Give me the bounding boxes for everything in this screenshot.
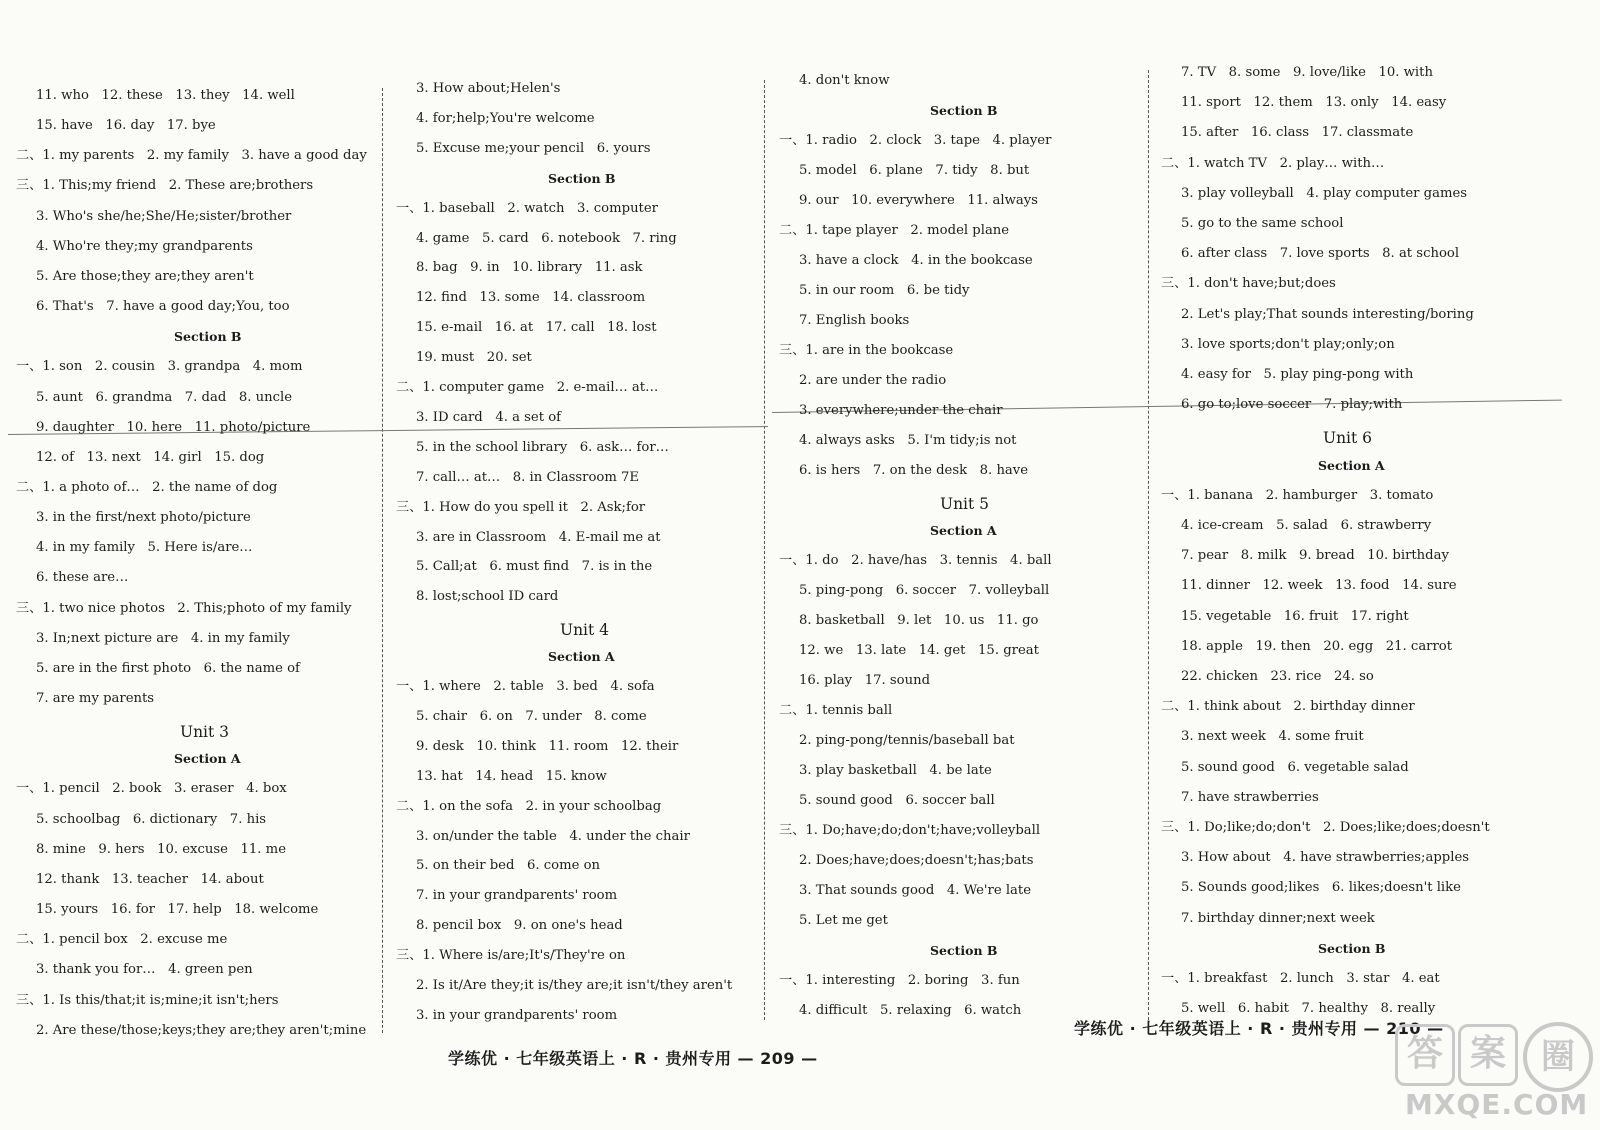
answer-line: 18. apple 19. then 20. egg 21. carrot [1181, 638, 1453, 654]
answer-group-line: 三、1. two nice photos 2. This;photo of my family [16, 600, 352, 616]
answer-line: 7. pear 8. milk 9. bread 10. birthday [1181, 548, 1449, 564]
answer-line: 3. play volleyball 4. play computer games [1181, 185, 1468, 201]
answer-line: 5. in the school library 6. ask… for… [416, 439, 669, 455]
section-heading: Section B [174, 329, 242, 345]
watermark-char-2: 案 [1458, 1024, 1518, 1086]
column-divider-right [1148, 70, 1149, 1020]
answer-line: 3. That sounds good 4. We're late [799, 883, 1032, 898]
answer-line: 8. mine 9. hers 10. excuse 11. me [36, 841, 286, 857]
answer-group-line: 二、1. computer game 2. e-mail… at… [396, 380, 659, 395]
answer-line: 7. English books [799, 313, 910, 328]
answer-line: 5. ping-pong 6. soccer 7. volleyball [799, 583, 1050, 598]
answer-line: 5. in our room 6. be tidy [799, 283, 970, 298]
answer-line: 3. Who's she/he;She/He;sister/brother [36, 208, 292, 224]
answer-line: 5. on their bed 6. come on [416, 858, 601, 874]
unit-title: Unit 4 [560, 621, 610, 640]
answer-line: 11. dinner 12. week 13. food 14. sure [1181, 578, 1457, 594]
answer-line: 12. of 13. next 14. girl 15. dog [36, 449, 265, 465]
answer-line: 4. always asks 5. I'm tidy;is not [799, 433, 1017, 448]
answer-group-line: 三、1. How do you spell it 2. Ask;for [396, 499, 646, 515]
answer-line: 3. have a clock 4. in the bookcase [799, 253, 1033, 268]
answer-line: 6. go to;love soccer 7. play;with [1181, 397, 1403, 413]
answer-line: 5. Excuse me;your pencil 6. yours [416, 140, 651, 156]
answer-line: 6. That's 7. have a good day;You, too [36, 299, 290, 315]
answer-line: 11. sport 12. them 13. only 14. easy [1181, 95, 1447, 111]
answer-line: 8. lost;school ID card [416, 589, 559, 605]
answer-group-line: 三、1. Where is/are;It's/They're on [396, 948, 626, 964]
watermark-url: MXQE.COM [1405, 1088, 1589, 1121]
answer-line: 7. call… at… 8. in Classroom 7E [416, 469, 640, 485]
answer-line: 4. easy for 5. play ping-pong with [1181, 367, 1414, 382]
answer-line: 3. In;next picture are 4. in my family [36, 630, 290, 646]
answer-group-line: 三、1. This;my friend 2. These are;brothers [16, 178, 314, 194]
section-heading: Section B [930, 943, 998, 958]
section-heading: Section A [930, 523, 997, 538]
answer-line: 9. daughter 10. here 11. photo/picture [36, 419, 311, 435]
answer-line: 9. our 10. everywhere 11. always [799, 193, 1038, 208]
answer-group-line: 二、1. on the sofa 2. in your schoolbag [396, 798, 662, 814]
answer-line: 5. well 6. habit 7. healthy 8. really [1181, 1001, 1436, 1017]
answer-line: 8. pencil box 9. on one's head [416, 918, 623, 934]
answer-line: 3. How about 4. have strawberries;apples [1181, 850, 1470, 866]
answer-group-line: 一、1. interesting 2. boring 3. fun [779, 973, 1020, 988]
answer-line: 5. Let me get [799, 913, 888, 928]
answer-line: 12. thank 13. teacher 14. about [36, 871, 264, 887]
section-heading: Section A [174, 751, 241, 767]
answer-line: 5. sound good 6. vegetable salad [1181, 759, 1409, 775]
page-footer-210: 学练优 · 七年级英语上 · R · 贵州专用 — 210 — [1074, 1019, 1444, 1038]
answer-line: 2. are under the radio [799, 373, 947, 388]
answer-line: 11. who 12. these 13. they 14. well [36, 88, 295, 103]
answer-group-line: 一、1. breakfast 2. lunch 3. star 4. eat [1161, 971, 1440, 986]
answer-line: 5. Call;at 6. must find 7. is in the [416, 559, 653, 575]
answer-group-line: 二、1. a photo of… 2. the name of dog [16, 479, 278, 495]
column-divider-center [764, 80, 765, 1020]
answer-group-line: 一、1. radio 2. clock 3. tape 4. player [779, 133, 1052, 148]
answer-line: 8. basketball 9. let 10. us 11. go [799, 613, 1039, 628]
answer-line: 6. is hers 7. on the desk 8. have [799, 463, 1029, 478]
answer-line: 13. hat 14. head 15. know [416, 768, 607, 784]
answer-line: 6. these are… [36, 570, 129, 586]
answer-line: 5. aunt 6. grandma 7. dad 8. uncle [36, 389, 293, 405]
answer-group-line: 二、1. pencil box 2. excuse me [16, 932, 228, 948]
answer-line: 7. birthday dinner;next week [1181, 910, 1375, 926]
answer-line: 15. after 16. class 17. classmate [1181, 125, 1414, 141]
answer-line: 7. have strawberries [1181, 789, 1319, 805]
watermark-char-3: 圈 [1523, 1022, 1593, 1092]
answer-line: 22. chicken 23. rice 24. so [1181, 669, 1374, 684]
answer-group-line: 一、1. do 2. have/has 3. tennis 4. ball [779, 553, 1052, 568]
answer-line: 3. play basketball 4. be late [799, 763, 992, 778]
answer-line: 8. bag 9. in 10. library 11. ask [416, 260, 643, 276]
answer-line: 3. are in Classroom 4. E-mail me at [416, 529, 661, 545]
answer-line: 3. in the first/next photo/picture [36, 510, 251, 526]
unit-title: Unit 3 [180, 723, 230, 742]
answer-line: 2. Does;have;does;doesn't;has;bats [799, 853, 1034, 868]
answer-line: 12. we 13. late 14. get 15. great [799, 643, 1039, 658]
section-heading: Section B [1318, 940, 1386, 956]
column-divider-left [382, 88, 383, 1033]
answer-line: 12. find 13. some 14. classroom [416, 290, 646, 306]
answer-group-line: 二、1. my parents 2. my family 3. have a good day [16, 148, 367, 164]
unit-title: Unit 5 [940, 495, 990, 513]
answer-line: 2. Is it/Are they;it is/they are;it isn't/they aren't [416, 978, 733, 993]
answer-line: 4. ice-cream 5. salad 6. strawberry [1181, 518, 1432, 533]
answer-line: 4. in my family 5. Here is/are… [36, 540, 253, 556]
unit-title: Unit 6 [1323, 429, 1373, 448]
answer-line: 5. chair 6. on 7. under 8. come [416, 708, 647, 724]
answer-line: 2. Are these/those;keys;they are;they aren't;mine [36, 1022, 367, 1038]
answer-line: 15. e-mail 16. at 17. call 18. lost [416, 320, 657, 336]
section-heading: Section A [1318, 457, 1385, 473]
answer-line: 4. game 5. card 6. notebook 7. ring [416, 230, 677, 246]
answer-group-line: 一、1. where 2. table 3. bed 4. sofa [396, 679, 655, 694]
answer-line: 5. are in the first photo 6. the name of [36, 660, 300, 676]
answer-group-line: 二、1. think about 2. birthday dinner [1161, 699, 1415, 715]
answer-line: 4. difficult 5. relaxing 6. watch [799, 1003, 1022, 1018]
answer-line: 15. vegetable 16. fruit 17. right [1181, 608, 1409, 624]
answer-line: 7. are my parents [36, 691, 155, 706]
answer-line: 3. How about;Helen's [416, 81, 561, 96]
answer-line: 7. TV 8. some 9. love/like 10. with [1181, 65, 1433, 80]
answer-group-line: 一、1. baseball 2. watch 3. computer [396, 200, 658, 216]
answer-line: 15. yours 16. for 17. help 18. welcome [36, 902, 319, 918]
answer-group-line: 一、1. banana 2. hamburger 3. tomato [1161, 487, 1434, 503]
answer-line: 5. Are those;they are;they aren't [36, 268, 254, 284]
answer-line: 3. love sports;don't play;only;on [1181, 336, 1395, 352]
answer-line: 3. on/under the table 4. under the chair [416, 828, 690, 844]
section-heading: Section A [548, 649, 615, 665]
answer-group-line: 一、1. pencil 2. book 3. eraser 4. box [16, 781, 287, 797]
answer-group-line: 三、1. Do;have;do;don't;have;volleyball [779, 823, 1041, 838]
section-heading: Section B [548, 170, 616, 186]
answer-line: 6. after class 7. love sports 8. at school [1181, 246, 1460, 262]
answer-line: 4. for;help;You're welcome [416, 110, 595, 126]
answer-group-line: 二、1. watch TV 2. play… with… [1161, 155, 1385, 171]
answer-group-line: 三、1. Is this/that;it is;mine;it isn't;hers [16, 992, 279, 1008]
answer-group-line: 三、1. Do;like;do;don't 2. Does;like;does;doesn't [1161, 820, 1490, 835]
answer-line: 7. in your grandparents' room [416, 888, 618, 904]
answer-line: 3. thank you for… 4. green pen [36, 962, 253, 978]
answer-line: 9. desk 10. think 11. room 12. their [416, 738, 679, 754]
answer-line: 4. Who're they;my grandparents [36, 238, 253, 254]
answer-line: 16. play 17. sound [799, 673, 931, 688]
answer-group-line: 一、1. son 2. cousin 3. grandpa 4. mom [16, 359, 303, 375]
answer-line: 3. everywhere;under the chair [799, 403, 1003, 418]
section-heading: Section B [930, 103, 998, 118]
answer-group-line: 二、1. tennis ball [779, 703, 893, 718]
answer-line: 5. Sounds good;likes 6. likes;doesn't like [1181, 880, 1461, 896]
answer-line: 3. next week 4. some fruit [1181, 729, 1364, 745]
answer-line: 3. ID card 4. a set of [416, 409, 562, 425]
answer-group-line: 三、1. are in the bookcase [779, 343, 954, 358]
answer-line: 15. have 16. day 17. bye [36, 118, 216, 134]
answer-group-line: 三、1. don't have;but;does [1161, 276, 1336, 292]
page-footer-209: 学练优 · 七年级英语上 · R · 贵州专用 — 209 — [448, 1049, 818, 1068]
answer-line: 3. in your grandparents' room [416, 1007, 618, 1023]
watermark-char-1: 答 [1395, 1024, 1455, 1086]
answer-group-line: 二、1. tape player 2. model plane [779, 223, 1010, 238]
watermark-logo [1395, 1022, 1595, 1122]
answer-line: 2. Let's play;That sounds interesting/boring [1181, 306, 1474, 322]
answer-line: 5. sound good 6. soccer ball [799, 793, 995, 808]
answer-line: 5. go to the same school [1181, 216, 1344, 231]
answer-line: 4. don't know [799, 73, 890, 88]
answer-line: 2. ping-pong/tennis/baseball bat [799, 733, 1015, 748]
answer-line: 5. schoolbag 6. dictionary 7. his [36, 811, 267, 827]
answer-line: 5. model 6. plane 7. tidy 8. but [799, 163, 1030, 178]
answer-line: 19. must 20. set [416, 350, 532, 366]
